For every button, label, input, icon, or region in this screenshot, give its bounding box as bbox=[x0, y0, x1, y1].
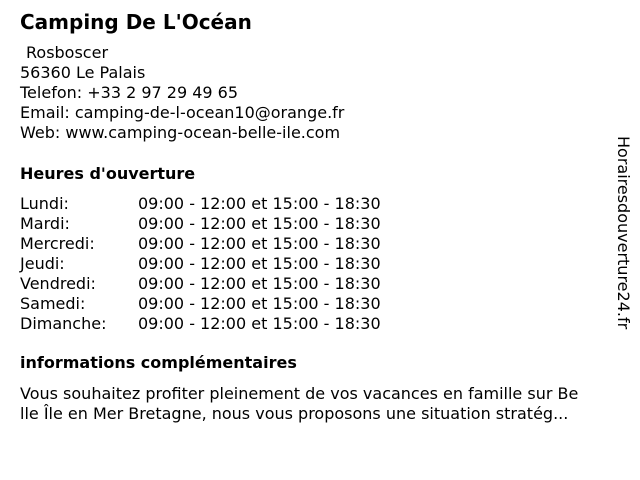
day-label: Dimanche: bbox=[20, 314, 107, 333]
time-range: 09:00 - 12:00 et 15:00 - 18:30 bbox=[138, 254, 381, 273]
additional-info-heading: informations complémentaires bbox=[20, 353, 297, 372]
description-line: Vous souhaitez profiter pleinement de vos vacances en famille sur Be bbox=[20, 384, 579, 403]
day-label: Mercredi: bbox=[20, 234, 95, 253]
hours-row-saturday bbox=[20, 294, 440, 314]
street-address: Rosboscer bbox=[26, 43, 109, 62]
day-label: Jeudi: bbox=[20, 254, 65, 273]
contact-block bbox=[20, 43, 344, 143]
time-range: 09:00 - 12:00 et 15:00 - 18:30 bbox=[138, 294, 381, 313]
opening-hours-table bbox=[20, 194, 440, 334]
time-range: 09:00 - 12:00 et 15:00 - 18:30 bbox=[138, 314, 381, 333]
time-range: 09:00 - 12:00 et 15:00 - 18:30 bbox=[138, 214, 381, 233]
hours-row-thursday bbox=[20, 254, 440, 274]
hours-row-wednesday bbox=[20, 234, 440, 254]
additional-info-text bbox=[20, 384, 625, 424]
hours-row-sunday bbox=[20, 314, 440, 334]
phone-line[interactable]: Telefon: +33 2 97 29 49 65 bbox=[20, 83, 239, 102]
watermark-text: Horairesdouverture24.fr bbox=[614, 136, 633, 330]
business-name: Camping De L'Océan bbox=[20, 10, 252, 34]
time-range: 09:00 - 12:00 et 15:00 - 18:30 bbox=[138, 194, 381, 213]
city-address: 56360 Le Palais bbox=[20, 63, 146, 82]
time-range: 09:00 - 12:00 et 15:00 - 18:30 bbox=[138, 274, 381, 293]
email-line[interactable]: Email: camping-de-l-ocean10@orange.fr bbox=[20, 103, 345, 122]
day-label: Samedi: bbox=[20, 294, 86, 313]
hours-row-monday bbox=[20, 194, 440, 214]
day-label: Mardi: bbox=[20, 214, 70, 233]
hours-row-tuesday bbox=[20, 214, 440, 234]
description-line: lle Île en Mer Bretagne, nous vous proposons une situation stratég... bbox=[20, 404, 569, 423]
web-line[interactable]: Web: www.camping-ocean-belle-ile.com bbox=[20, 123, 341, 142]
day-label: Vendredi: bbox=[20, 274, 96, 293]
opening-hours-heading: Heures d'ouverture bbox=[20, 164, 196, 183]
site-watermark bbox=[608, 136, 638, 346]
day-label: Lundi: bbox=[20, 194, 69, 213]
time-range: 09:00 - 12:00 et 15:00 - 18:30 bbox=[138, 234, 381, 253]
hours-row-friday bbox=[20, 274, 440, 294]
